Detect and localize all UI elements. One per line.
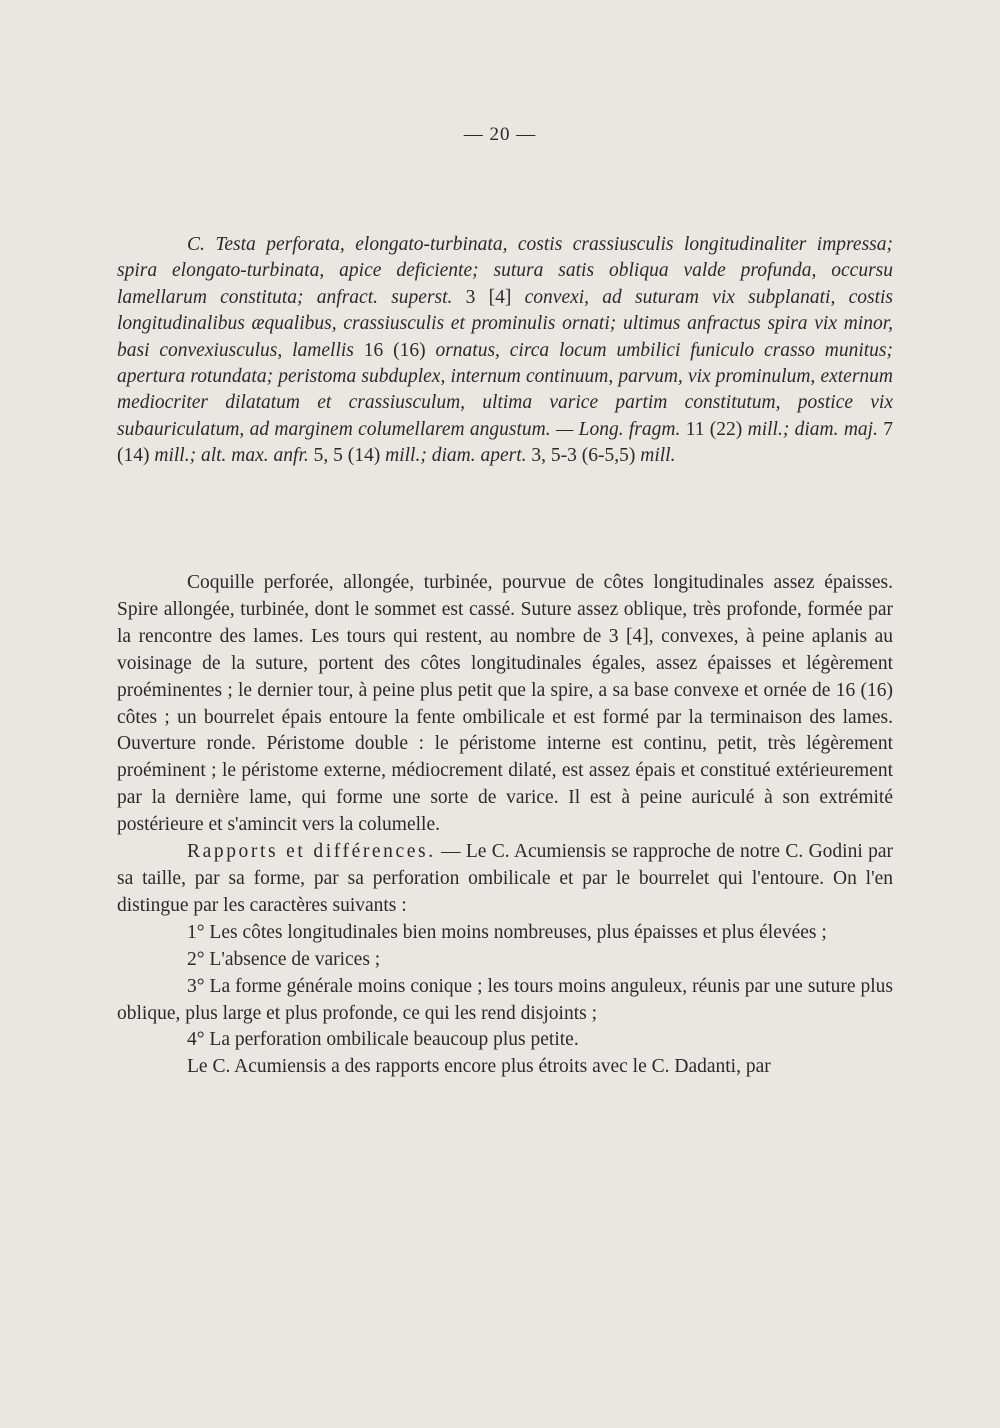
list-item-4: 4° La perforation ombilicale beaucoup plus petite.: [187, 1029, 579, 1051]
latin-number-1: 3 [4]: [465, 286, 512, 308]
page-number: — 20 —: [463, 124, 537, 145]
latin-text-3: ornatus, circa locum umbilici funiculo crasso munitus; apertura rotundata; peristoma subduplex, internum continuum, parvum, vix prominulum, externum mediocriter dilatatum et crassiusculum, ultima varice partim constitutum, postice vix subauriculatum, ad marginem columellarem angustum. — Long. fragm.: [117, 339, 893, 440]
latin-number-4: 7 (14): [117, 418, 894, 467]
rapports-heading: Rapports et différences.: [187, 841, 436, 863]
latin-text-4: mill.; diam. maj.: [747, 418, 878, 440]
list-item-1: 1° Les côtes longitudinales bien moins nombreuses, plus épaisses et plus élevées ;: [187, 921, 827, 943]
closing-paragraph: Le C. Acumiensis a des rapports encore plus étroits avec le C. Dadanti, par: [187, 1056, 771, 1078]
latin-text-6: mill.; diam. apert.: [385, 445, 527, 467]
latin-number-2: 16 (16): [363, 339, 426, 361]
description-paragraph: Coquille perforée, allongée, turbinée, pourvue de côtes longitudinales assez épaisses. Spire allongée, turbinée, dont le sommet est cassé. Suture assez oblique, très profonde, formée par la rencontre des lames. Les tours qui restent, au nombre de 3 [4], convexes, à peine aplanis au voisinage de la suture, portent des côtes longitudinales égales, assez épaisses et légèrement proéminentes ; le dernier tour, à peine plus petit que la spire, a sa base convexe et ornée de 16 (16) côtes ; un bourrelet épais entoure la fente ombilicale et est formé par la terminaison des lames. Ouverture ronde. Péristome double : le péristome interne est continu, petit, très légèrement proéminent ; le péristome externe, médiocrement dilaté, est assez épais et constitué extérieurement par la dernière lame, qui forme une sorte de varice. Il est à peine auriculé à son extrémité postérieure et s'amincit vers la columelle.: [117, 572, 893, 836]
latin-number-6: 3, 5-3 (6-5,5): [531, 445, 636, 467]
latin-text-1: Testa perforata, elongato-turbinata, costis crassiusculis longitudinaliter impressa; spira elongato-turbinata, apice deficiente; sutura satis obliqua valde profunda, occursu lamellarum constituta; anfract. superst.: [117, 234, 894, 308]
list-item-3: 3° La forme générale moins conique ; les tours moins anguleux, réunis par une suture plus oblique, plus large et plus profonde, ce qui les rend disjoints ;: [117, 975, 893, 1024]
latin-number-3: 11 (22): [685, 418, 743, 440]
latin-text-2: convexi, ad suturam vix subplanati, costis longitudinalibus æqualibus, crassiusculis et prominulis ornati; ultimus anfractus spira vix minor, basi convexiusculus, lamellis: [117, 286, 894, 361]
latin-diagnosis-paragraph: [117, 232, 893, 470]
rapports-text: — Le C. Acumiensis se rapproche de notre C. Godini par sa taille, par sa forme, par sa perforation ombilicale et par le bourrelet qui l'entoure. On l'en distingue par les caractères suivants :: [117, 841, 894, 916]
latin-diagnosis: [117, 232, 893, 470]
list-item-2: 2° L'absence de varices ;: [187, 948, 381, 970]
rapports-paragraph: [117, 839, 893, 920]
latin-text-5: mill.; alt. max. anfr.: [154, 445, 309, 467]
latin-text-7: mill.: [640, 445, 676, 467]
latin-species-letter: C.: [187, 234, 205, 255]
french-description: [117, 570, 893, 1081]
latin-number-5: 5, 5 (14): [313, 445, 381, 467]
